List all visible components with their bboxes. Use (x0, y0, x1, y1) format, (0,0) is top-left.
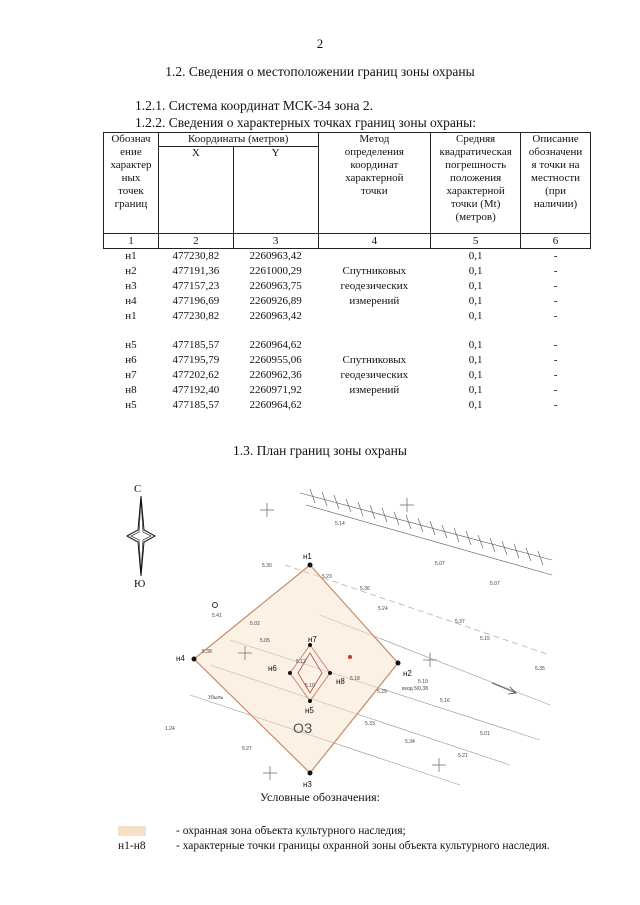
legend-points-text: - характерные точки границы охранной зоны объекта культурного наследия. (176, 840, 550, 852)
svg-text:5.34: 5.34 (405, 739, 415, 745)
header-y: Y (233, 147, 318, 234)
table-row: н8 477192,40 2260971,92 0,1 - (125, 384, 558, 396)
protective-zone-polygon (194, 565, 398, 773)
legend-points-code: н1-н8 (118, 840, 146, 852)
svg-text:5.10: 5.10 (305, 683, 315, 689)
page-number: 2 (316, 36, 324, 51)
svg-text:5.19: 5.19 (418, 679, 428, 685)
label-n8: н8 (336, 677, 345, 686)
header-method: Метод определения координат характерной точки (318, 133, 431, 234)
label-n7: н7 (308, 635, 317, 644)
col-num-5: 5 (431, 234, 521, 249)
point-n8-marker (328, 671, 332, 675)
svg-text:5.07: 5.07 (490, 581, 500, 587)
section-title: 1.2. Сведения о местоположении границ зоны охраны (165, 64, 475, 79)
point-n6-marker (288, 671, 292, 675)
plan-title: 1.3. План границ зоны охраны (233, 443, 407, 458)
points-heading: 1.2.2. Сведения о характерных точках границ зоны охраны: (135, 115, 476, 130)
table-row: н4 477196,69 2260926,89 0,1 - (125, 295, 558, 307)
svg-text:5.38: 5.38 (202, 649, 212, 655)
svg-text:5.23: 5.23 (322, 574, 332, 580)
svg-text:5.07: 5.07 (435, 561, 445, 567)
legend-title: Условные обозначения: (259, 790, 381, 804)
point-n5-marker (308, 699, 312, 703)
col-num-4: 4 (318, 234, 431, 249)
zone-label: ОЗ (293, 720, 313, 736)
table-row: н1 477230,82 2260963,42 Спутниковых геодезических измерений 0,1 - (104, 249, 591, 265)
benchmark-icon (213, 603, 218, 608)
table-row: н3 477157,23 2260963,75 0,1 - (125, 280, 558, 292)
label-n3: н3 (303, 780, 312, 789)
south-label: Ю (134, 578, 146, 590)
svg-text:5.21: 5.21 (458, 753, 468, 759)
label-n6: н6 (268, 664, 277, 673)
header-error: Средняя квадратическая погрешность положения характерной точки (Mt) (метров) (431, 133, 521, 234)
svg-text:1.24: 1.24 (165, 726, 175, 732)
svg-text:5.05: 5.05 (260, 638, 270, 644)
svg-text:5.27: 5.27 (242, 746, 252, 752)
col-num-6: 6 (521, 234, 591, 249)
point-n2-marker (396, 661, 401, 666)
svg-text:5.15: 5.15 (480, 636, 490, 642)
svg-text:Убыль: Убыль (208, 695, 224, 701)
north-label: С (134, 483, 142, 495)
svg-text:5.02: 5.02 (250, 621, 260, 627)
object-icon (348, 655, 352, 659)
label-n4: н4 (176, 654, 185, 663)
label-n1: н1 (303, 552, 312, 561)
legend-zone-text: - охранная зона объекта культурного наследия; (176, 825, 406, 837)
flow-arrow-icon (492, 683, 516, 694)
point-n3-marker (308, 771, 313, 776)
table-row: н5 477185,57 2260964,62 Спутниковых геодезических измерений 0,1 - (104, 338, 591, 353)
table-row: н5 477185,57 2260964,62 0,1 - (125, 399, 558, 411)
point-n1-marker (308, 563, 313, 568)
header-designation: Обознач ение характер ных точек границ (104, 133, 159, 234)
svg-text:5.18: 5.18 (350, 676, 360, 682)
table-row: н2 477191,36 2261000,29 0,1 - (125, 265, 558, 277)
svg-text:5.24: 5.24 (378, 606, 388, 612)
table-row: н1 477230,82 2260963,42 0,1 - (125, 310, 558, 322)
point-n4-marker (192, 657, 197, 662)
svg-text:5.29: 5.29 (377, 689, 387, 695)
label-n2: н2 (403, 669, 412, 678)
svg-text:5.16: 5.16 (440, 698, 450, 704)
svg-text:5.41: 5.41 (212, 613, 222, 619)
svg-text:5.01: 5.01 (480, 731, 490, 737)
svg-text:5.30: 5.30 (262, 563, 272, 569)
header-x: X (158, 147, 233, 234)
svg-text:5.12: 5.12 (296, 659, 306, 665)
svg-text:5.35: 5.35 (535, 666, 545, 672)
legend-zone-swatch (118, 826, 146, 836)
table-spacer (104, 324, 591, 338)
coord-system-line: 1.2.1. Система координат МСК-34 зона 2. (135, 98, 373, 113)
header-description: Описание обозначени я точки на местности (при наличии) (521, 133, 591, 234)
svg-text:5.37: 5.37 (455, 619, 465, 625)
col-num-2: 2 (158, 234, 233, 249)
boundary-plan-map (150, 465, 560, 790)
boundary-points-table (103, 132, 591, 413)
svg-text:вход 5/0,38: вход 5/0,38 (402, 686, 428, 692)
method-cell: Спутниковых геодезических измерений (340, 354, 409, 396)
table-row: н6 477195,79 2260955,06 0,1 - (125, 354, 558, 366)
svg-text:5.14: 5.14 (335, 521, 345, 527)
slope-hatching (300, 489, 552, 575)
table-row: н7 477202,62 2260962,36 0,1 - (125, 369, 558, 381)
method-cell: Спутниковых геодезических измерений (340, 265, 409, 307)
header-coords: Координаты (метров) (158, 133, 318, 147)
label-n5: н5 (305, 706, 314, 715)
col-num-1: 1 (104, 234, 159, 249)
svg-text:5.33: 5.33 (365, 721, 375, 727)
svg-text:5.36: 5.36 (360, 586, 370, 592)
col-num-3: 3 (233, 234, 318, 249)
